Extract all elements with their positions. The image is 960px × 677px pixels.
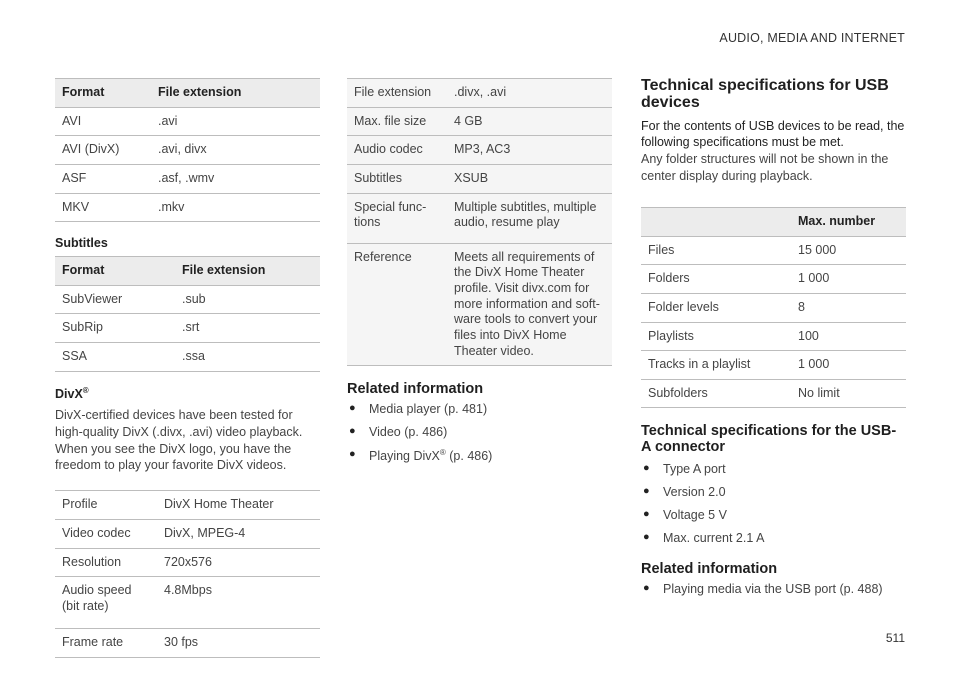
table-header-cell: Format: [62, 263, 105, 278]
usb-devices-heading: Technical specifications for USB devices: [641, 77, 889, 111]
table-cell: .mkv: [158, 199, 185, 214]
table-cell: Subfolders: [648, 385, 708, 400]
link-text: Playing DivX: [369, 449, 440, 464]
table-row: [641, 236, 906, 265]
table-cell: No limit: [798, 385, 840, 400]
link-page-ref: (p. 486): [445, 449, 493, 464]
table-cell: Audio speed (bit rate): [62, 583, 132, 613]
table-cell: XSUB: [454, 170, 489, 185]
table-row: [347, 79, 612, 108]
subtitle-format-table: [55, 256, 320, 372]
bullet-icon: ●: [349, 402, 356, 415]
list-item-text: Version 2.0: [663, 485, 726, 500]
page-number: 511: [885, 631, 905, 645]
table-row: [55, 193, 320, 222]
table-cell: 720x576: [164, 554, 212, 569]
table-cell: ASF: [62, 170, 87, 185]
table-cell: Max. file size: [354, 113, 427, 128]
registered-mark: ®: [439, 448, 446, 458]
column-middle: [347, 78, 612, 472]
column-left: [55, 78, 320, 658]
video-format-table: [55, 78, 320, 222]
related-link-media-player[interactable]: [347, 402, 612, 417]
list-item: [641, 508, 906, 523]
table-row: [55, 164, 320, 193]
table-row: [55, 314, 320, 343]
subtitles-heading: Subtitles: [55, 236, 108, 251]
divx-spec-table: [55, 490, 320, 658]
divx-heading-text: DivX: [55, 386, 83, 401]
column-right: [641, 78, 906, 605]
table-cell: Playlists: [648, 328, 694, 343]
table-cell: File extension: [354, 85, 432, 99]
table-cell: .asf, .wmv: [158, 170, 215, 185]
table-header-cell: Format: [62, 85, 105, 99]
table-row: [55, 285, 320, 314]
table-row: [347, 136, 612, 165]
list-item: [641, 485, 906, 500]
related-info-heading: Related information: [347, 381, 484, 398]
table-row: [347, 107, 612, 136]
table-cell: .divx, .avi: [454, 85, 507, 99]
list-item: [641, 462, 906, 477]
table-cell: AVI (DivX): [62, 142, 120, 157]
related-info-list: [641, 582, 906, 597]
table-row: [641, 265, 906, 294]
list-item-text: Max. current 2.1 A: [663, 531, 765, 546]
list-item: [641, 531, 906, 546]
bullet-icon: ●: [643, 462, 650, 475]
table-cell: .sub: [182, 291, 206, 306]
divx-heading: [55, 386, 320, 401]
link-text: Video (p. 486): [369, 425, 448, 440]
table-cell: Folder levels: [648, 299, 719, 314]
related-info-heading: Related information: [641, 561, 778, 578]
table-cell: Files: [648, 242, 675, 257]
table-cell: Audio codec: [354, 142, 423, 157]
registered-mark: ®: [82, 385, 89, 395]
table-cell: .srt: [182, 320, 200, 335]
table-cell: DivX Home Theater: [164, 497, 274, 512]
table-cell: 15 000: [798, 242, 837, 257]
table-cell: Folders: [648, 271, 690, 286]
table-cell: Profile: [62, 497, 98, 512]
list-item-text: Type A port: [663, 462, 726, 477]
table-cell: Meets all requirements of the DivX Home Theater profile. Visit divx.com for more information and soft-ware tools to convert your files into DivX Home Theater video.: [454, 249, 600, 358]
divx-spec-table-continued: [347, 78, 612, 366]
bullet-icon: ●: [643, 582, 650, 595]
usb-lead-text: For the contents of USB devices to be read, the following specifications must be met.: [641, 118, 905, 150]
table-row: [55, 519, 320, 548]
table-cell: .avi, divx: [158, 142, 207, 157]
table-row: [55, 136, 320, 165]
table-cell: Reference: [354, 249, 412, 264]
table-cell: SSA: [62, 349, 88, 363]
table-cell: .avi: [158, 113, 178, 128]
table-row: [641, 322, 906, 351]
table-cell: .ssa: [182, 349, 205, 363]
bullet-icon: ●: [643, 531, 650, 544]
table-row: [347, 164, 612, 193]
link-text: Media player (p. 481): [369, 402, 488, 417]
table-cell: DivX, MPEG-4: [164, 525, 246, 540]
table-header-row: [641, 208, 906, 237]
table-header-cell: Max. number: [798, 214, 876, 229]
table-cell: 100: [798, 328, 819, 343]
related-info-list: [347, 402, 612, 464]
usb-connector-heading: Technical specifications for the USB-A connector: [641, 423, 897, 456]
table-header-row: [55, 79, 320, 108]
table-cell: Multiple subtitles, multiple audio, resume play: [454, 199, 597, 230]
table-cell: 30 fps: [164, 635, 199, 650]
usb-connector-list: [641, 462, 906, 546]
bullet-icon: ●: [643, 485, 650, 498]
related-link-video[interactable]: [347, 425, 612, 440]
table-row: [641, 379, 906, 408]
usb-note-text: Any folder structures will not be shown in the center display during playback.: [641, 152, 889, 184]
table-cell: 1 000: [798, 357, 830, 372]
bullet-icon: ●: [349, 425, 356, 438]
table-cell: 1 000: [798, 271, 830, 286]
table-header-row: [55, 257, 320, 286]
divx-description: DivX-certified devices have been tested for high-quality DivX (.divx, .avi) video playback. When you see the DivX logo, you have the freedom to play your favorite DivX videos.: [55, 407, 303, 473]
table-cell: 4 GB: [454, 113, 483, 128]
table-cell: MKV: [62, 199, 90, 214]
related-link-playing-divx[interactable]: [347, 448, 612, 464]
table-row: [55, 491, 320, 520]
table-cell: Resolution: [62, 554, 122, 569]
running-header: AUDIO, MEDIA AND INTERNET: [719, 31, 905, 45]
table-row: [55, 548, 320, 577]
table-row: [641, 351, 906, 380]
table-cell: SubRip: [62, 320, 103, 335]
table-cell: 8: [798, 299, 805, 314]
table-row: [347, 243, 612, 365]
table-row: [55, 629, 320, 658]
table-cell: Video codec: [62, 525, 131, 540]
table-row: [641, 293, 906, 322]
table-row: [55, 343, 320, 372]
table-cell: Subtitles: [354, 170, 402, 185]
table-cell: AVI: [62, 113, 82, 128]
related-link-usb-playback[interactable]: [641, 582, 906, 597]
usb-limits-table: [641, 207, 906, 408]
table-cell: Tracks in a playlist: [648, 357, 751, 372]
table-cell: 4.8Mbps: [164, 583, 212, 598]
table-row: [55, 107, 320, 136]
table-row: [347, 193, 612, 243]
table-cell: Frame rate: [62, 635, 124, 650]
bullet-icon: ●: [643, 508, 650, 521]
link-text: Playing media via the USB port (p. 488): [663, 582, 883, 597]
table-row: [55, 577, 320, 629]
table-header-cell: [641, 208, 791, 237]
list-item-text: Voltage 5 V: [663, 508, 727, 523]
bullet-icon: ●: [349, 448, 356, 461]
table-cell: Special func-tions: [354, 199, 427, 230]
table-cell: MP3, AC3: [454, 142, 511, 157]
table-cell: SubViewer: [62, 291, 123, 306]
table-header-cell: File extension: [158, 85, 242, 99]
table-header-cell: File extension: [182, 263, 266, 278]
